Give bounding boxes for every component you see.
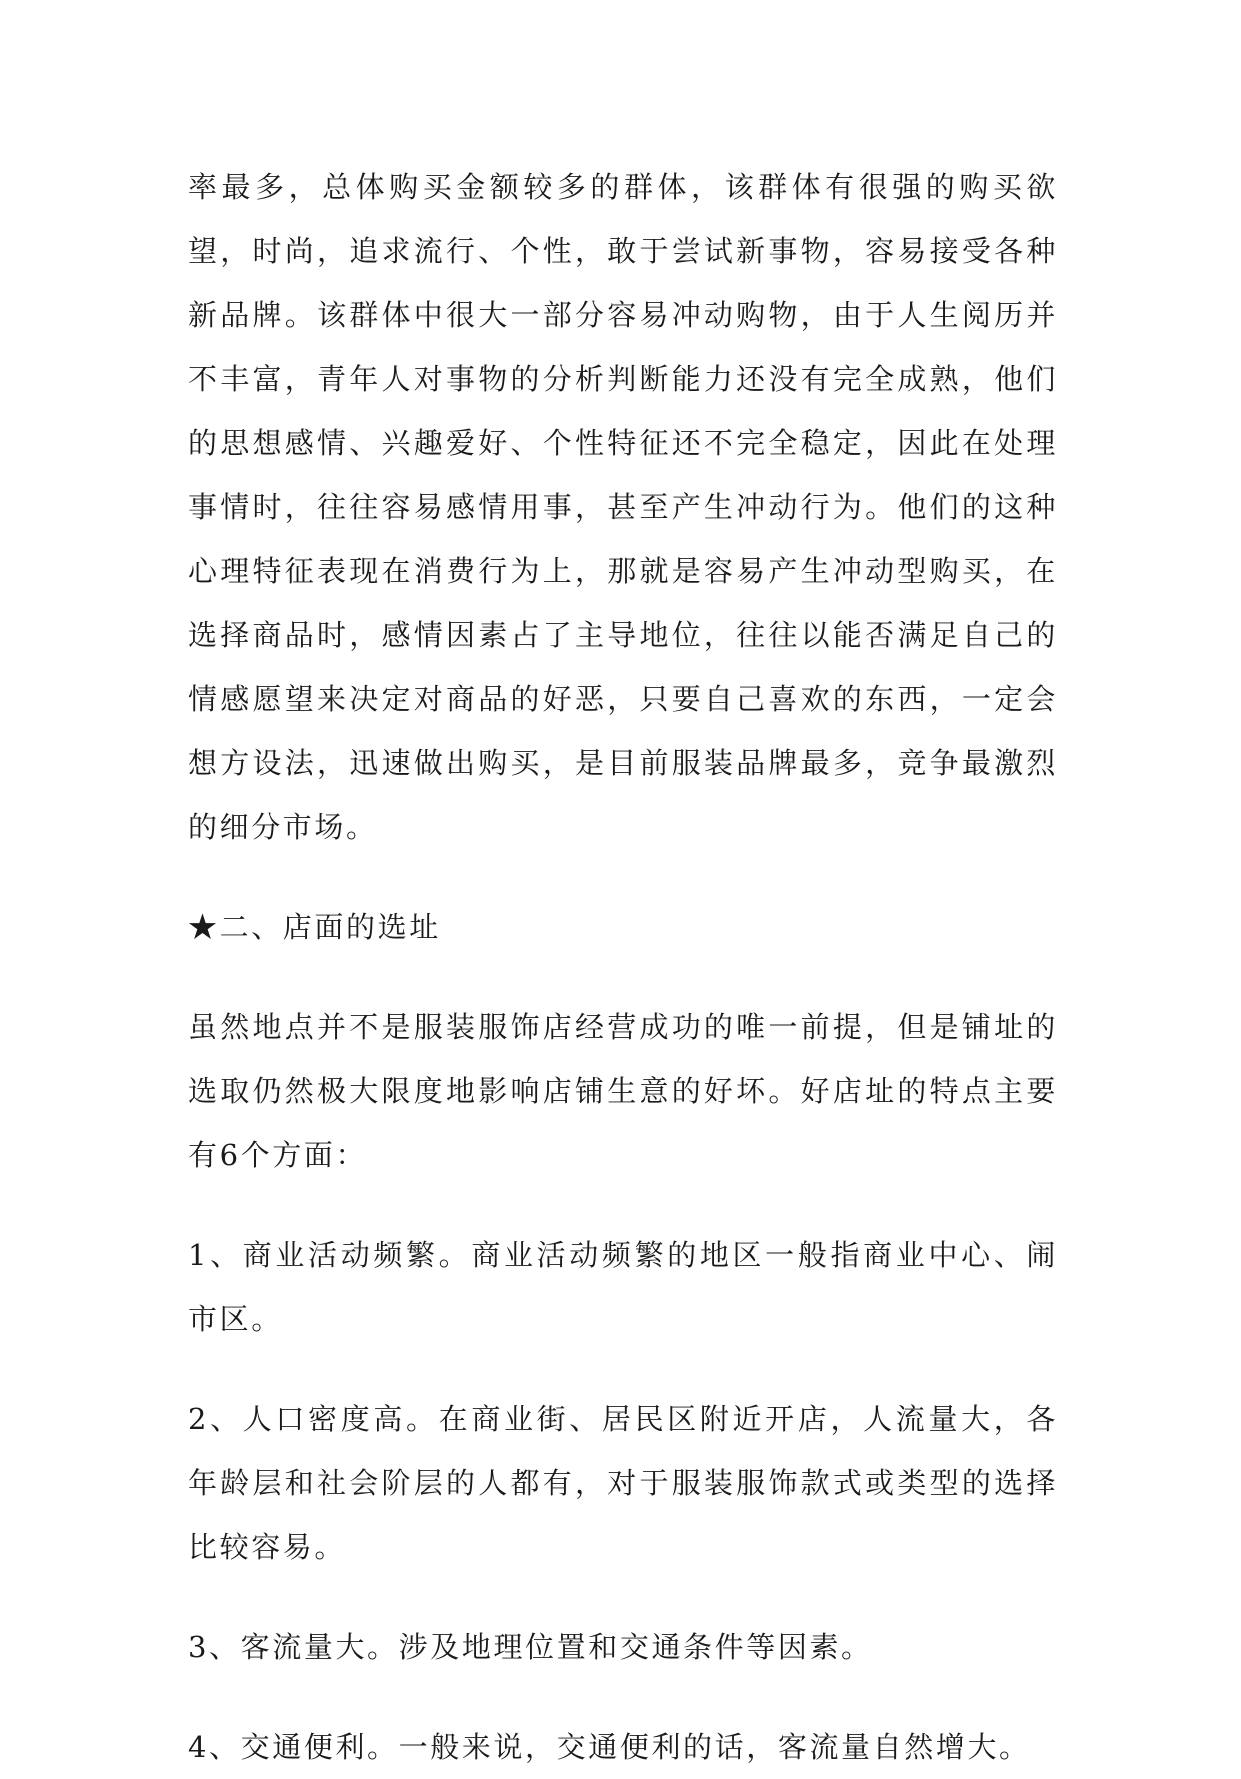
- list-item-population-density: 2、人口密度高。在商业街、居民区附近开店，人流量大，各年龄层和社会阶层的人都有，对于服装服饰款式或类型的选择比较容易。: [188, 1402, 1058, 1564]
- list-item-transportation: 4、交通便利。一般来说，交通便利的话，客流量自然增大。: [188, 1730, 1031, 1764]
- list-item-commercial-activity: 1、商业活动频繁。商业活动频繁的地区一般指商业中心、闹市区。: [188, 1238, 1058, 1336]
- section-heading-store-location: ★二、店面的选址: [188, 910, 441, 944]
- list-item-customer-flow: 3、客流量大。涉及地理位置和交通条件等因素。: [188, 1630, 873, 1664]
- paragraph-location-intro: 虽然地点并不是服装服饰店经营成功的唯一前提，但是铺址的选取仍然极大限度地影响店铺生意的好坏。好店址的特点主要有6个方面：: [188, 1010, 1058, 1172]
- document-body: [188, 155, 1058, 1779]
- paragraph-consumer-group: 率最多，总体购买金额较多的群体，该群体有很强的购买欲望，时尚，追求流行、个性，敢于尝试新事物，容易接受各种新品牌。该群体中很大一部分容易冲动购物，由于人生阅历并不丰富，青年人对事物的分析判断能力还没有完全成熟，他们的思想感情、兴趣爱好、个性特征还不完全稳定，因此在处理事情时，往往容易感情用事，甚至产生冲动行为。他们的这种心理特征表现在消费行为上，那就是容易产生冲动型购买，在选择商品时，感情因素占了主导地位，往往以能否满足自己的情感愿望来决定对商品的好恶，只要自己喜欢的东西，一定会想方设法，迅速做出购买，是目前服装品牌最多，竞争最激烈的细分市场。: [188, 170, 1058, 844]
